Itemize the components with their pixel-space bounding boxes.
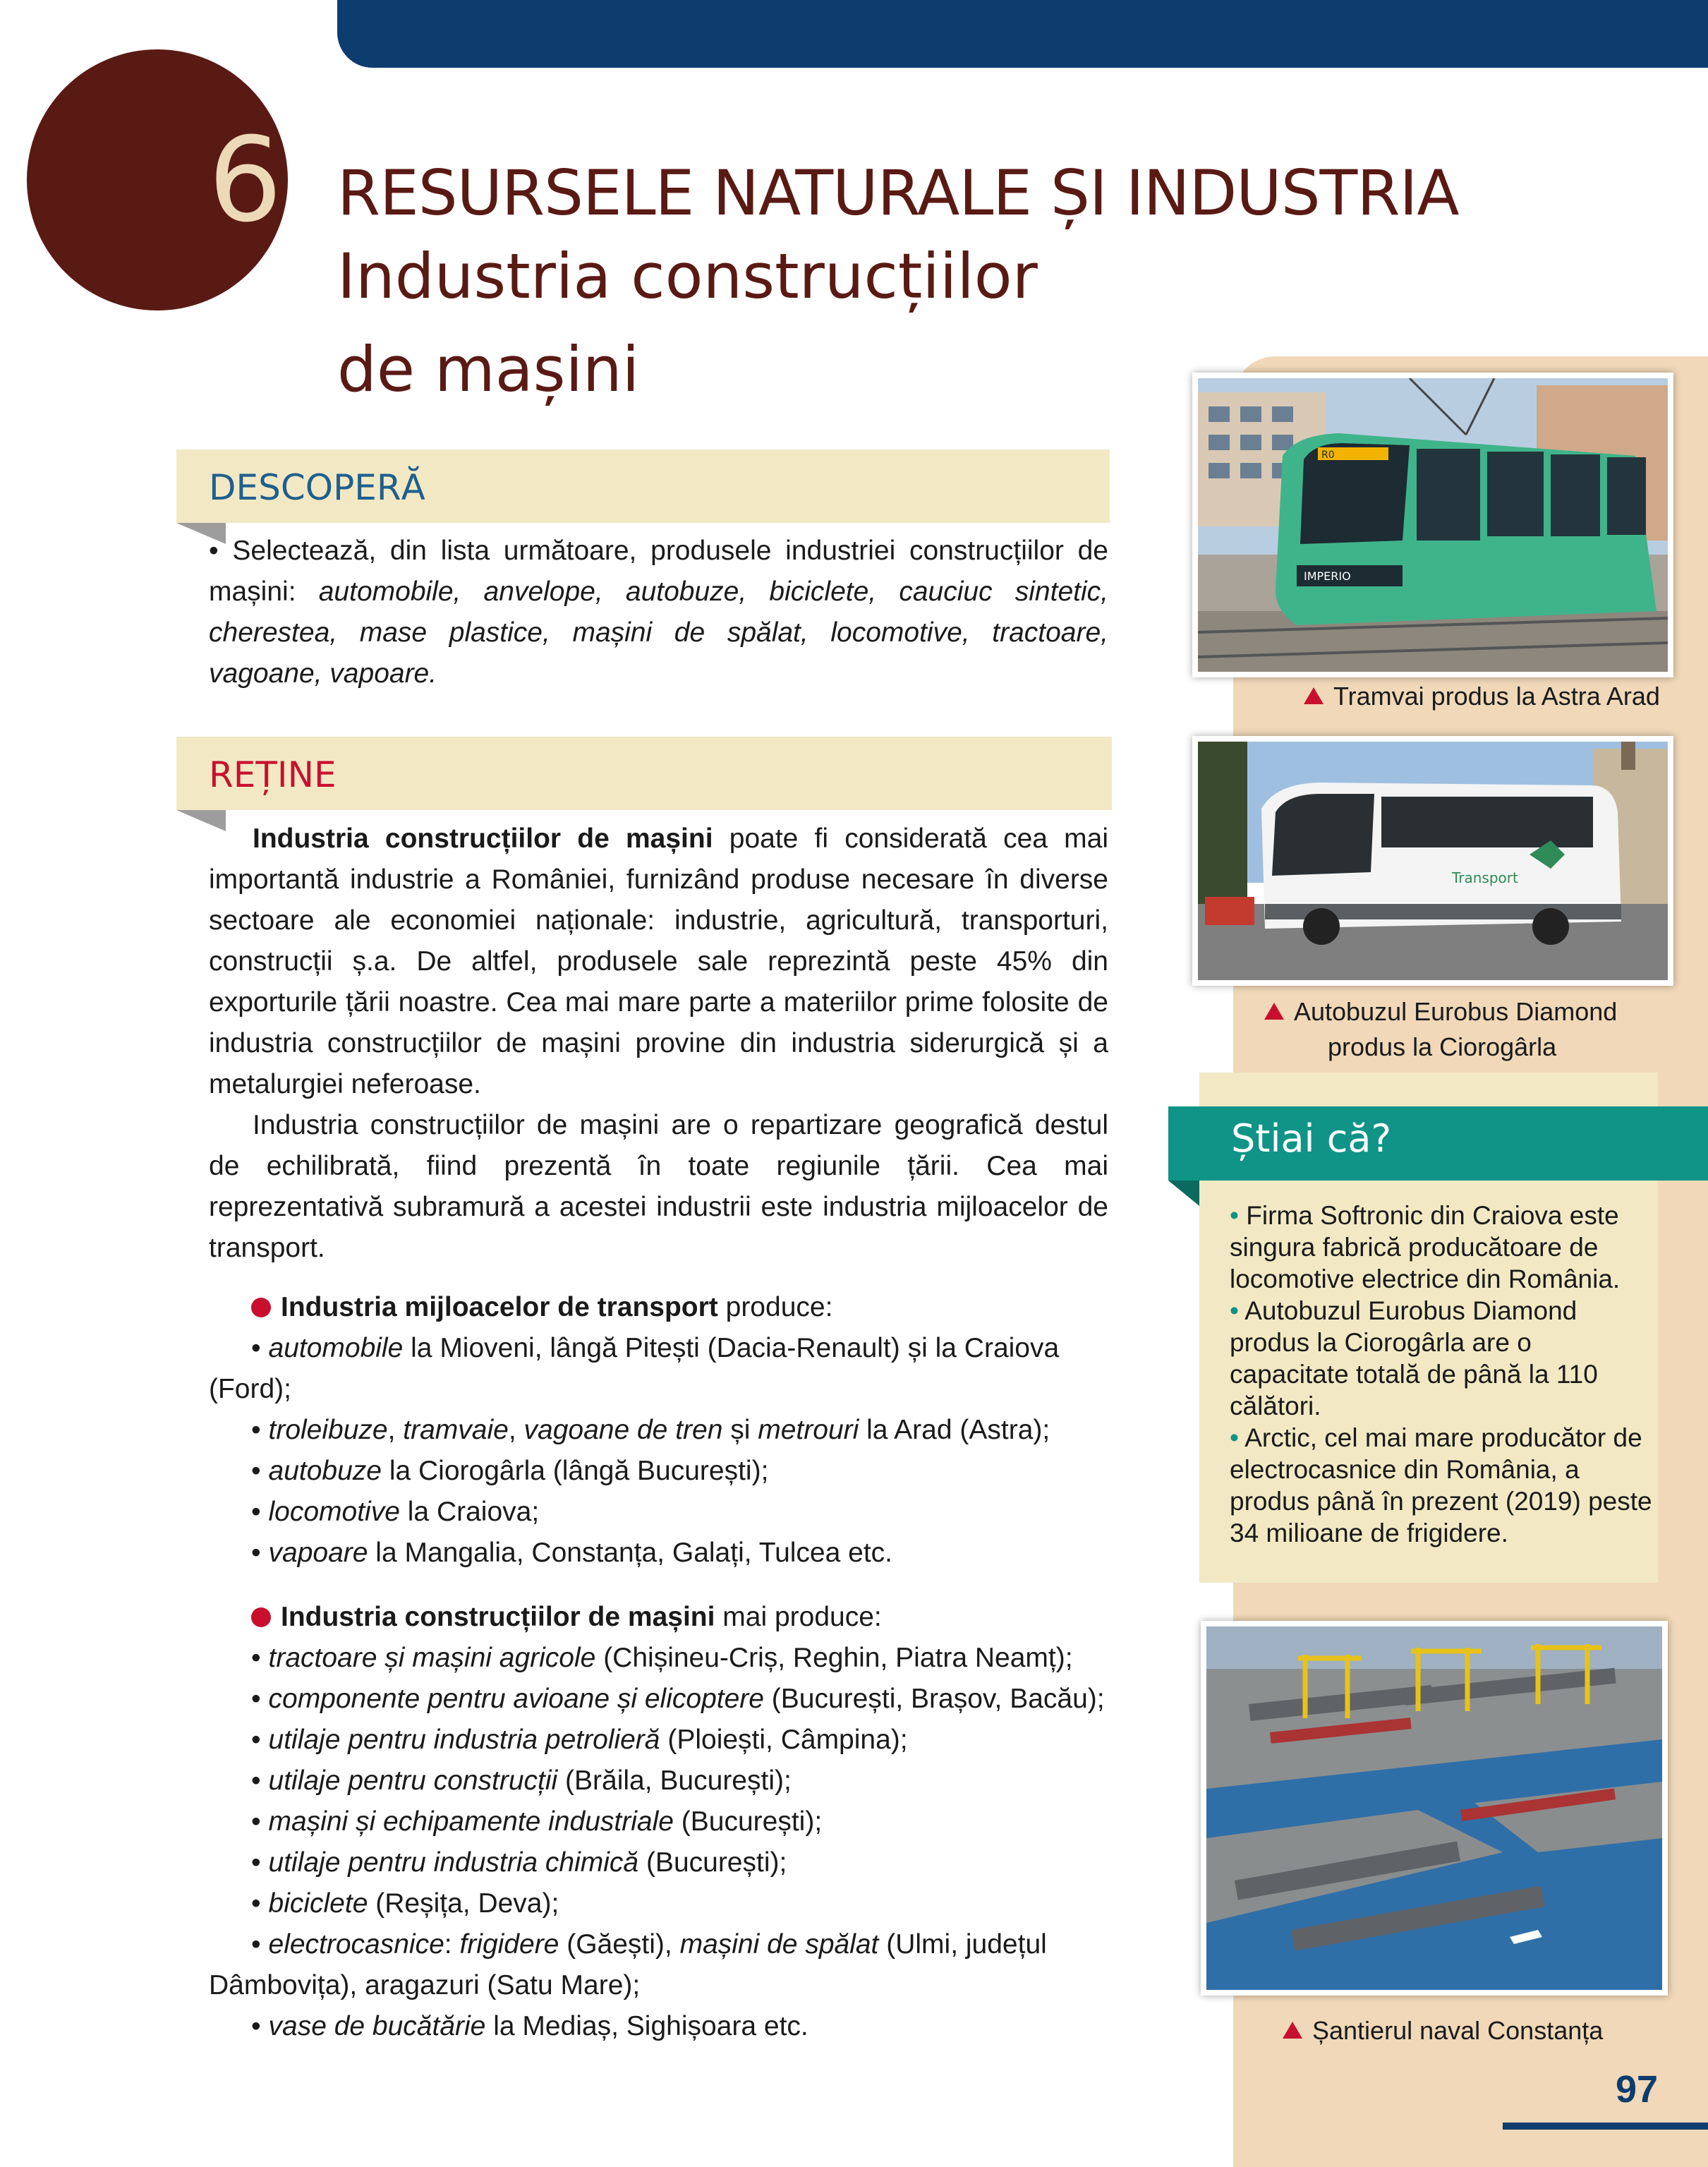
bus-photo — [1192, 736, 1673, 986]
list-item-product: tractoare și mașini agricole — [268, 1643, 596, 1673]
list-item: • troleibuze, tramvaie, vagoane de tren și metrouri la Arad (Astra); — [251, 1415, 1050, 1445]
bus-caption-line1 — [1264, 997, 1617, 1027]
chapter-number-text: 6 — [208, 112, 282, 248]
bus-caption-line2: produs la Ciorogârla — [1328, 1032, 1557, 1061]
list-item-location: (București); — [673, 1806, 823, 1837]
list-item: • utilaje pentru industria petrolieră (Ploiești, Câmpina); — [251, 1725, 908, 1755]
red-triangle-icon — [1283, 2022, 1302, 2039]
shipyard-illustration — [1206, 1626, 1662, 1990]
fact-text: Autobuzul Eurobus Diamond produs la Ciorogârla are o capacitate totală de până la 110 călători. — [1230, 1296, 1598, 1420]
list-item-location: la Craiova; — [399, 1497, 540, 1527]
list-item-location: (Reșița, Deva); — [368, 1888, 559, 1919]
transport-list — [209, 1287, 1119, 1574]
bus-livery-text: Transport — [1452, 869, 1518, 886]
shipyard-photo — [1201, 1621, 1668, 1996]
teal-bullet: • — [1230, 1201, 1239, 1230]
list-item-product: mașini de spălat — [679, 1929, 879, 1960]
separator: , — [387, 1415, 404, 1445]
transport-heading-bold: Industria mijloacelor de transport — [281, 1292, 718, 1322]
list-item-product: utilaje pentru industria petrolieră — [268, 1725, 660, 1755]
list-item-location: la Mediaș, Sighișoara etc. — [485, 2011, 808, 2041]
transport-heading-rest: produce: — [717, 1292, 833, 1322]
list-item: • locomotive la Craiova; — [251, 1497, 540, 1527]
descopera-intro: • Selectează, din lista următoare, produsele industriei construcțiilor de mașini: — [209, 536, 1108, 607]
list-item-location: (Brăila, București); — [557, 1765, 792, 1796]
list-item-location: (București, Brașov, Bacău); — [763, 1684, 1105, 1714]
did-you-know-facts — [1230, 1200, 1653, 1549]
retine-paragraph-2: Industria construcțiilor de mașini are o repartizare geografică destul de echilibrată, fiind prezentă în toate regiunile țării. Cea mai reprezentativă subramură a acestei industrii este industria mijloacelor de transport. — [209, 1110, 1108, 1263]
retine-heading: REȚINE — [209, 754, 337, 795]
machinery-heading-rest: mai produce: — [715, 1602, 882, 1632]
red-bullet-icon — [251, 1298, 271, 1317]
list-item-product: vagoane de tren — [523, 1415, 723, 1445]
fact-text: Arctic, cel mai mare producător de electrocasnice din România, a produs până în prezent (2019) peste 34 milioane de frigidere. — [1230, 1423, 1652, 1547]
chapter-title: RESURSELE NATURALE ȘI INDUSTRIA — [337, 157, 1459, 229]
lesson-title-line2: de mașini — [337, 333, 640, 406]
retine-text — [209, 819, 1108, 1269]
tram-route-display: R0 — [1321, 449, 1335, 461]
list-item-location: (București); — [638, 1847, 787, 1878]
shipyard-caption-text: Șantierul naval Constanța — [1312, 2016, 1604, 2045]
retine-p1-rest: poate fi considerată cea mai importantă industrie a României, furnizând produse necesare în diverse sectoare ale economiei naționale: industrie, agricultură, transporturi, construcții ș.a. De altfel, produsele sale reprezintă peste 45% din exporturile țării noastre. Cea mai mare parte a materiilor prime folosite de industria construcțiilor de mașini provine din industria siderurgică și a metalurgiei neferoase. — [209, 823, 1108, 1099]
teal-bullet: • — [1230, 1296, 1239, 1325]
machinery-heading — [209, 1597, 1119, 1638]
red-triangle-icon — [1304, 687, 1324, 704]
list-item: • mașini și echipamente industriale (București); — [251, 1806, 823, 1837]
list-item-product: automobile — [268, 1333, 404, 1363]
fact-text: Firma Softronic din Craiova este singura fabrică producătoare de locomotive electrice din România. — [1230, 1201, 1621, 1293]
list-item-product: vase de bucătărie — [268, 2011, 486, 2041]
separator: : — [444, 1929, 460, 1960]
list-item-location: la Mangalia, Constanța, Galați, Tulcea etc. — [368, 1538, 893, 1568]
list-item-product: vapoare — [268, 1538, 368, 1568]
fact-item — [1230, 1422, 1653, 1549]
retine-paragraph-1 — [209, 819, 1108, 1105]
list-item: • autobuze la Ciorogârla (lângă București); — [251, 1456, 769, 1486]
teal-bullet: • — [1230, 1423, 1239, 1452]
list-item-product: locomotive — [268, 1497, 400, 1527]
top-header-bar — [337, 0, 1708, 68]
fact-item — [1230, 1200, 1653, 1295]
separator: și — [722, 1415, 758, 1445]
tram-caption-text: Tramvai produs la Astra Arad — [1333, 682, 1660, 711]
page-number-rule — [1503, 2123, 1708, 2130]
list-item-location: la Arad (Astra); — [859, 1415, 1050, 1445]
list-item: • vapoare la Mangalia, Constanța, Galați, Tulcea etc. — [251, 1538, 893, 1568]
list-item-product: electrocasnice — [268, 1929, 444, 1960]
retine-p1-bold: Industria construcțiilor de mașini — [253, 823, 713, 854]
list-item: • biciclete (Reșița, Deva); — [251, 1888, 559, 1919]
bus-illustration — [1198, 742, 1668, 980]
separator: , — [508, 1415, 524, 1445]
tram-caption — [1304, 682, 1660, 711]
list-item-product: biciclete — [268, 1888, 368, 1919]
did-you-know-fold — [1168, 1181, 1199, 1206]
list-item: • utilaje pentru industria chimică (București); — [251, 1847, 787, 1878]
bus-caption-text: Autobuzul Eurobus Diamond — [1294, 997, 1618, 1026]
list-item-product: frigidere — [459, 1929, 559, 1960]
shipyard-caption — [1283, 2016, 1603, 2046]
list-item-product: mașini și echipamente industriale — [268, 1806, 674, 1837]
chapter-number — [27, 49, 288, 310]
list-item-continuation: Dâmbovița), aragazuri (Satu Mare); — [209, 1970, 641, 2000]
page-number: 97 — [1616, 2068, 1659, 2111]
list-item-product: troleibuze — [268, 1415, 388, 1445]
list-item-product: metrouri — [758, 1415, 859, 1445]
list-item: • tractoare și mașini agricole (Chișineu-Criș, Reghin, Piatra Neamț); — [251, 1643, 1073, 1673]
list-item: • utilaje pentru construcții (Brăila, București); — [251, 1765, 792, 1796]
tram-photo — [1192, 373, 1673, 677]
descopera-text — [209, 531, 1108, 694]
descopera-heading: DESCOPERĂ — [209, 467, 425, 508]
machinery-list — [209, 1597, 1119, 2047]
fact-item — [1230, 1295, 1653, 1422]
list-item-continuation: (Ford); — [209, 1374, 291, 1404]
list-item-location: la Mioveni, lângă Pitești (Dacia-Renault) și la Craiova — [403, 1333, 1060, 1363]
list-item-product: autobuze — [268, 1456, 382, 1486]
list-item-product: tramvaie — [403, 1415, 509, 1445]
tram-illustration — [1198, 378, 1668, 672]
did-you-know-heading: Știai că? — [1231, 1116, 1392, 1161]
list-item-location: la Ciorogârla (lângă București); — [381, 1456, 769, 1486]
list-item-location: (Găești), — [559, 1929, 680, 1960]
list-item: • automobile la Mioveni, lângă Pitești (Dacia-Renault) și la Craiova — [251, 1333, 1060, 1363]
lesson-title-line1: Industria construcțiilor — [337, 240, 1038, 313]
machinery-heading-bold: Industria construcțiilor de mașini — [281, 1602, 715, 1632]
list-item: • vase de bucătărie la Mediaș, Sighișoara etc. — [251, 2011, 808, 2041]
list-item-location: (Ploiești, Câmpina); — [660, 1725, 908, 1755]
list-item-product: utilaje pentru industria chimică — [268, 1847, 639, 1878]
red-bullet-icon — [251, 1607, 271, 1627]
red-triangle-icon — [1264, 1003, 1284, 1020]
transport-heading — [209, 1287, 1119, 1328]
tram-brand-text: IMPERIO — [1304, 569, 1351, 583]
descopera-items: automobile, anvelope, autobuze, biciclete, cauciuc sintetic, cherestea, mase plastice, mașini de spălat, locomotive, tractoare, vagoane, vapoare. — [209, 577, 1108, 689]
list-item-location: (Ulmi, județul — [878, 1929, 1047, 1960]
list-item-product: componente pentru avioane și elicoptere — [268, 1684, 764, 1714]
list-item: • electrocasnice: frigidere (Găești), mașini de spălat (Ulmi, județul — [251, 1929, 1047, 1960]
list-item-product: utilaje pentru construcții — [268, 1765, 558, 1796]
list-item: • componente pentru avioane și elicoptere (București, Brașov, Bacău); — [251, 1684, 1105, 1714]
list-item-location: (Chișineu-Criș, Reghin, Piatra Neamț); — [595, 1643, 1073, 1673]
